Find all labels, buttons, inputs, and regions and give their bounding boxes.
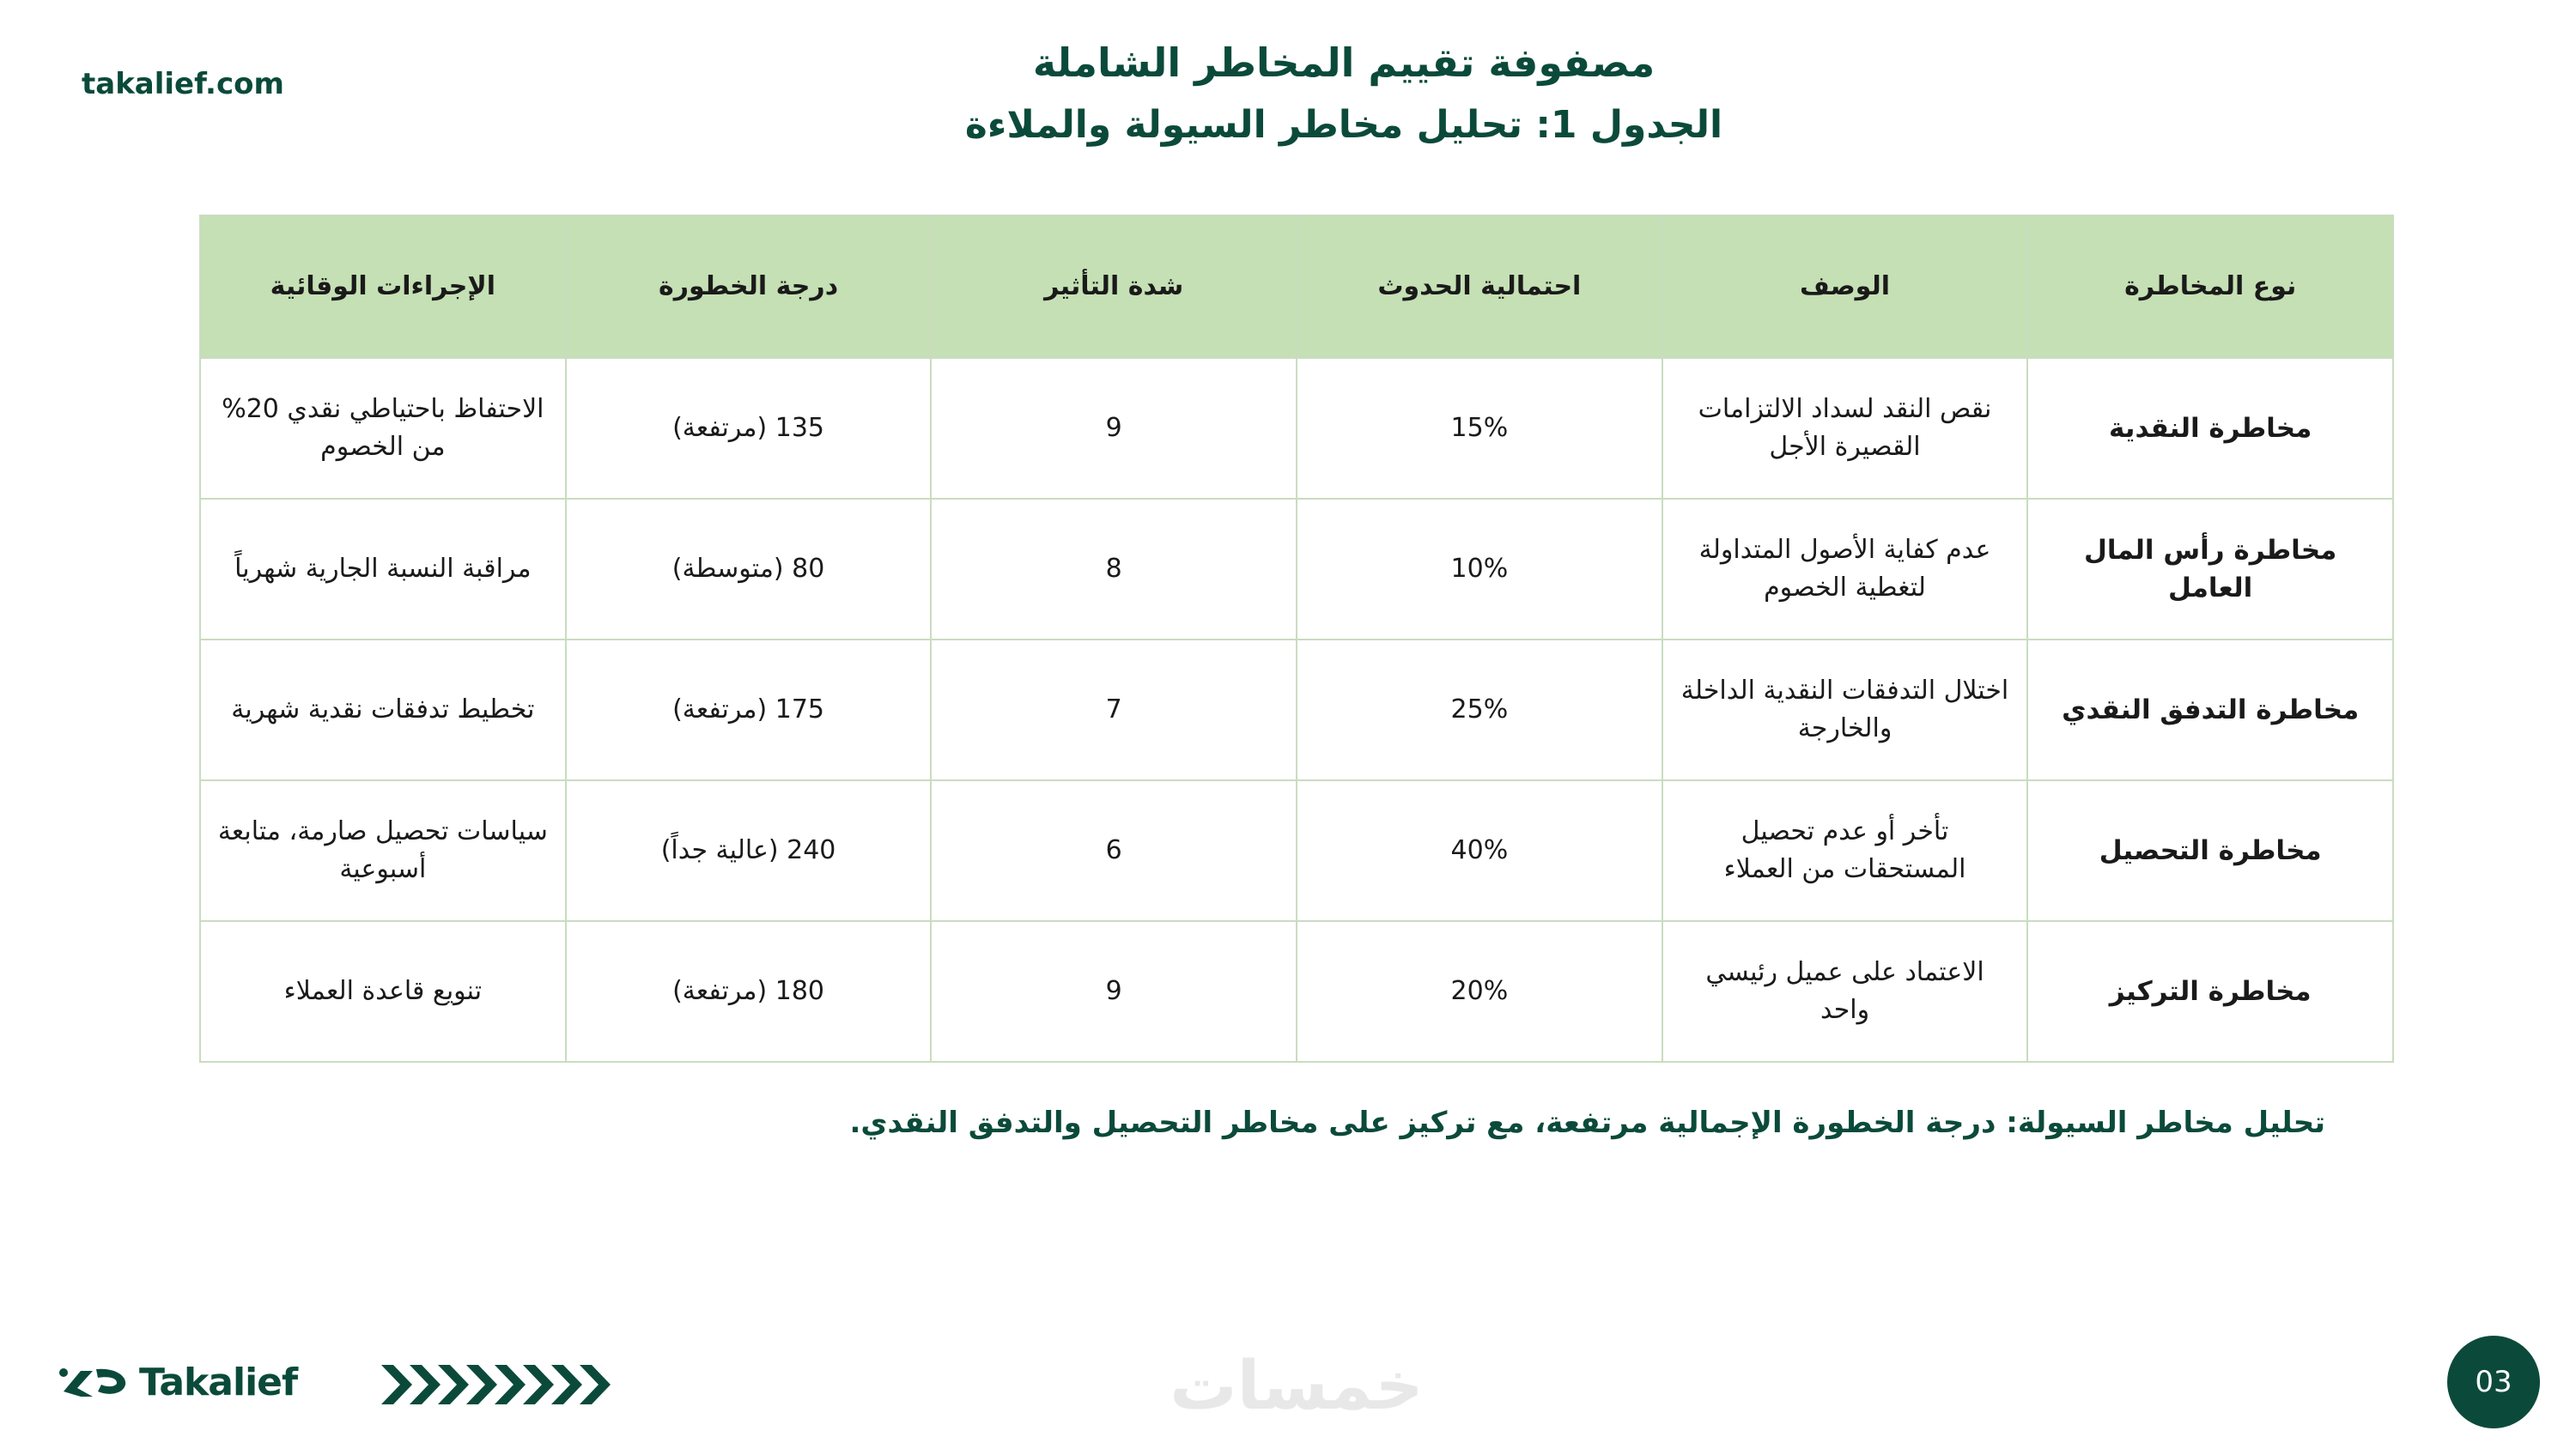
cell-severity: 180 (مرتفعة) <box>566 921 932 1062</box>
footer-logo <box>58 1355 297 1410</box>
cell-risk-type: مخاطرة التركيز <box>2027 921 2393 1062</box>
cell-preventive-measures: تنويع قاعدة العملاء <box>200 921 566 1062</box>
cell-risk-type: مخاطرة التدفق النقدي <box>2027 640 2393 780</box>
cell-probability: 15% <box>1297 358 1662 499</box>
watermark: خمسات <box>1170 1348 1424 1425</box>
cell-preventive-measures: تخطيط تدفقات نقدية شهرية <box>200 640 566 780</box>
table-caption: الجدول 1: تحليل مخاطر السيولة والملاءة <box>964 103 1723 147</box>
header-description: الوصف <box>1662 215 2028 358</box>
header-probability: احتمالية الحدوث <box>1297 215 1662 358</box>
cell-description: عدم كفاية الأصول المتداولة لتغطية الخصوم <box>1662 499 2028 640</box>
header-impact: شدة التأثير <box>931 215 1297 358</box>
cell-description: تأخر أو عدم تحصيل المستحقات من العملاء <box>1662 780 2028 921</box>
cell-risk-type: مخاطرة رأس المال العامل <box>2027 499 2393 640</box>
summary-note: تحليل مخاطر السيولة: درجة الخطورة الإجمالية مرتفعة، مع تركيز على مخاطر التحصيل والتدفق النقدي. <box>849 1106 2325 1140</box>
cell-probability: 20% <box>1297 921 1662 1062</box>
brand-name: Takalief <box>139 1360 298 1404</box>
cell-impact: 9 <box>931 921 1297 1062</box>
cell-risk-type: مخاطرة التحصيل <box>2027 780 2393 921</box>
cell-probability: 25% <box>1297 640 1662 780</box>
cell-risk-type: مخاطرة النقدية <box>2027 358 2393 499</box>
cell-impact: 7 <box>931 640 1297 780</box>
cell-impact: 9 <box>931 358 1297 499</box>
cell-severity: 240 (عالية جداً) <box>566 780 932 921</box>
risk-matrix-table <box>199 215 2394 1063</box>
cell-description: اختلال التدفقات النقدية الداخلة والخارجة <box>1662 640 2028 780</box>
page-number-badge: 03 <box>2447 1336 2540 1428</box>
cell-severity: 80 (متوسطة) <box>566 499 932 640</box>
header-severity: درجة الخطورة <box>566 215 932 358</box>
table-row <box>200 640 2393 780</box>
site-url[interactable]: takalief.com <box>82 67 284 101</box>
cell-impact: 6 <box>931 780 1297 921</box>
cell-probability: 10% <box>1297 499 1662 640</box>
title-block <box>0 34 2576 160</box>
cell-severity: 175 (مرتفعة) <box>566 640 932 780</box>
cell-preventive-measures: مراقبة النسبة الجارية شهرياً <box>200 499 566 640</box>
takalief-logo-icon <box>58 1362 131 1402</box>
table-header-row <box>200 215 2393 358</box>
table-row <box>200 780 2393 921</box>
cell-description: نقص النقد لسداد الالتزامات القصيرة الأجل <box>1662 358 2028 499</box>
table-row <box>200 921 2393 1062</box>
table-row <box>200 499 2393 640</box>
header-risk-type: نوع المخاطرة <box>2027 215 2393 358</box>
page-title: مصفوفة تقييم المخاطر الشاملة <box>1032 39 1656 86</box>
cell-probability: 40% <box>1297 780 1662 921</box>
table-row <box>200 358 2393 499</box>
cell-description: الاعتماد على عميل رئيسي واحد <box>1662 921 2028 1062</box>
chevrons-right-icon <box>381 1363 639 1406</box>
cell-impact: 8 <box>931 499 1297 640</box>
cell-preventive-measures: سياسات تحصيل صارمة، متابعة أسبوعية <box>200 780 566 921</box>
cell-severity: 135 (مرتفعة) <box>566 358 932 499</box>
header-preventive-measures: الإجراءات الوقائية <box>200 215 566 358</box>
cell-preventive-measures: الاحتفاظ باحتياطي نقدي 20% من الخصوم <box>200 358 566 499</box>
